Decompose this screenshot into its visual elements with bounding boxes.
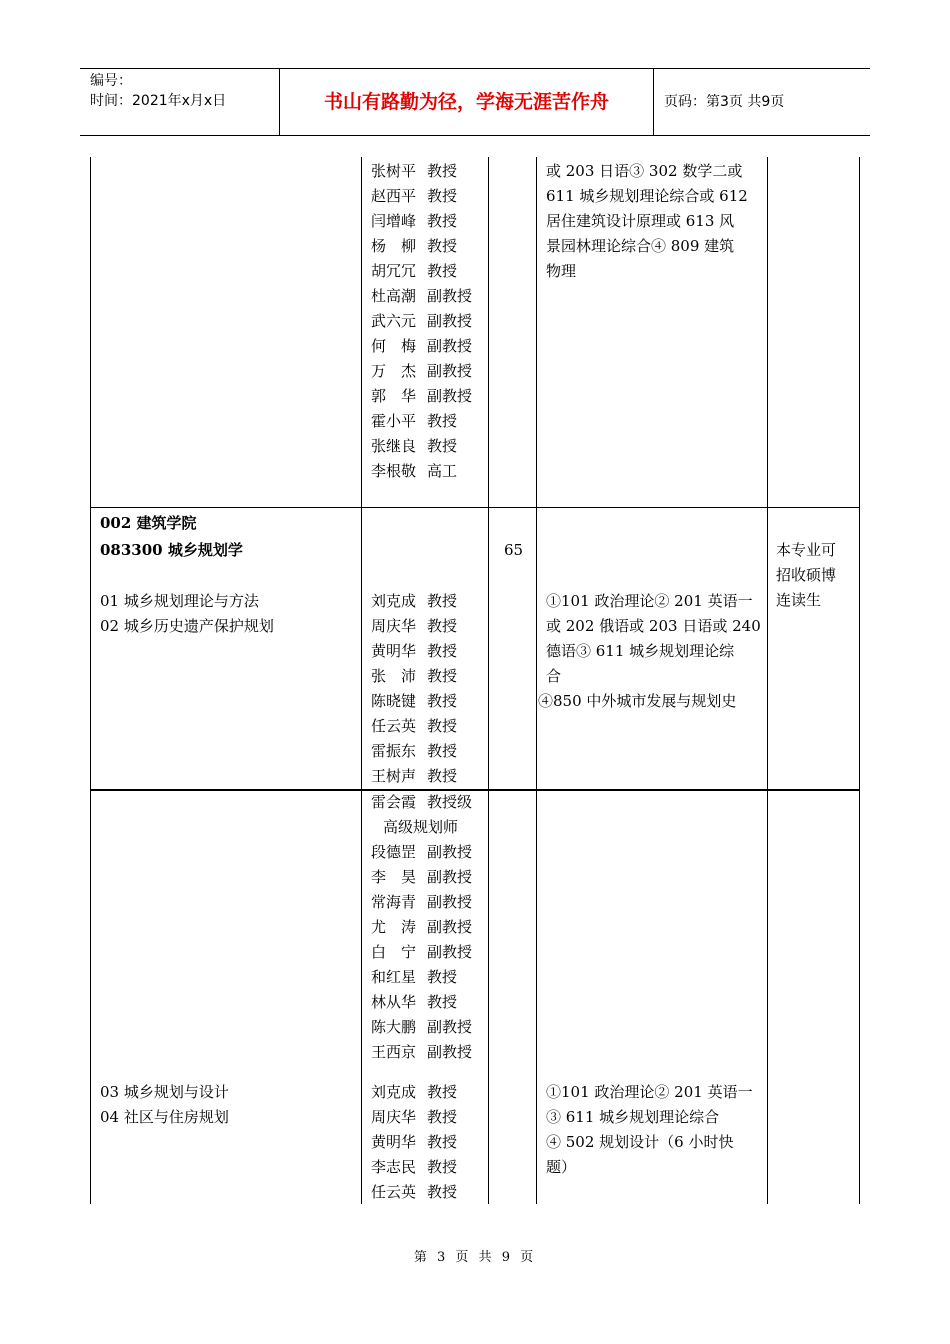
direction-item: 01 城乡规划理论与方法 <box>100 592 259 610</box>
section2-exam-subjects: ①101 政治理论② 201 英语一 或 202 俄语或 203 日语或 240 德语③ 611 城乡规划理论综 合 ④850 中外城市发展与规划史 <box>538 592 761 710</box>
professor-row: 和红星 教授 <box>371 968 458 986</box>
professor-row: 李 昊 副教授 <box>371 868 473 886</box>
professor-row: 武六元 副教授 <box>371 312 473 330</box>
professor-row: 赵西平 教授 <box>371 187 458 205</box>
professor-row: 任云英 教授 <box>371 717 458 735</box>
major-name: 083300 城乡规划学 <box>100 541 243 559</box>
professor-row: 尤 涛 副教授 <box>371 918 473 936</box>
professor-row: 周庆华 教授 <box>371 617 458 635</box>
professor-row: 常海青 副教授 <box>371 893 473 911</box>
time-label: 时间：2021年x月x日 <box>90 93 227 109</box>
professor-row: 高级规划师 <box>383 818 459 836</box>
professor-row: 霍小平 教授 <box>371 412 458 430</box>
column-divider-2 <box>488 157 489 1204</box>
professor-row: 周庆华 教授 <box>371 1108 458 1126</box>
professor-row: 王西京 副教授 <box>371 1043 473 1061</box>
section1-exam-subjects: 或 203 日语③ 302 数学二或 611 城乡规划理论综合或 612 居住建筑设计原理或 613 风 景园林理论综合④ 809 建筑 物理 <box>546 162 748 280</box>
program-table <box>90 157 860 1204</box>
column-divider-3 <box>536 157 537 1204</box>
professor-row: 任云英 教授 <box>371 1183 458 1201</box>
professor-row: 陈晓键 教授 <box>371 692 458 710</box>
professor-row: 雷会霞 教授级 <box>371 793 473 811</box>
section2-note: 本专业可 招收硕博 连读生 <box>776 541 837 609</box>
professor-row: 刘克成 教授 <box>371 592 458 610</box>
section3-professors <box>371 790 472 1065</box>
professor-row: 郭 华 副教授 <box>371 387 473 405</box>
header-meta-cell <box>80 69 280 135</box>
direction-item: 03 城乡规划与设计 <box>100 1083 229 1101</box>
document-header <box>80 68 870 136</box>
section3-professors-second <box>371 1080 457 1205</box>
professor-row: 王树声 教授 <box>371 767 458 785</box>
professor-row: 陈大鹏 副教授 <box>371 1018 473 1036</box>
direction-item: 02 城乡历史遗产保护规划 <box>100 617 274 635</box>
professor-row: 闫增峰 教授 <box>371 212 458 230</box>
professor-row: 杜高潮 副教授 <box>371 287 473 305</box>
professor-row: 李志民 教授 <box>371 1158 458 1176</box>
header-motto: 书山有路勤为径，学海无涯苦作舟 <box>280 69 654 135</box>
column-divider-1 <box>361 157 362 1204</box>
table-border-right <box>859 157 860 1204</box>
professor-row: 李根敬 高工 <box>371 462 458 480</box>
professor-row: 刘克成 教授 <box>371 1083 458 1101</box>
professor-row: 黄明华 教授 <box>371 1133 458 1151</box>
professor-row: 胡冗冗 教授 <box>371 262 458 280</box>
professor-row: 张继良 教授 <box>371 437 458 455</box>
professor-row: 雷振东 教授 <box>371 742 458 760</box>
table-border-left <box>90 157 91 1204</box>
section2-professors <box>371 589 457 789</box>
section1-professors <box>371 159 472 484</box>
professor-row: 张树平 教授 <box>371 162 458 180</box>
professor-row: 何 梅 副教授 <box>371 337 473 355</box>
enrollment-quota: 65 <box>504 541 524 559</box>
number-label: 编号： <box>90 73 132 89</box>
row-divider-1 <box>90 507 860 508</box>
professor-row: 杨 柳 教授 <box>371 237 458 255</box>
college-name: 002 建筑学院 <box>100 514 197 532</box>
professor-row: 段德罡 副教授 <box>371 843 473 861</box>
row-divider-2 <box>90 789 860 791</box>
professor-row: 黄明华 教授 <box>371 642 458 660</box>
professor-row: 万 杰 副教授 <box>371 362 473 380</box>
professor-row: 林从华 教授 <box>371 993 458 1011</box>
professor-row: 白 宁 副教授 <box>371 943 473 961</box>
direction-item: 04 社区与住房规划 <box>100 1108 229 1126</box>
section3-exam-subjects: ①101 政治理论② 201 英语一 ③ 611 城乡规划理论综合 ④ 502 规划设计（6 小时快 题） <box>546 1083 753 1176</box>
page-footer: 第 3 页 共 9 页 <box>413 1250 537 1265</box>
column-divider-4 <box>767 157 768 1204</box>
professor-row: 张 沛 教授 <box>371 667 458 685</box>
header-page-info: 页码：第3页 共9页 <box>664 94 785 110</box>
